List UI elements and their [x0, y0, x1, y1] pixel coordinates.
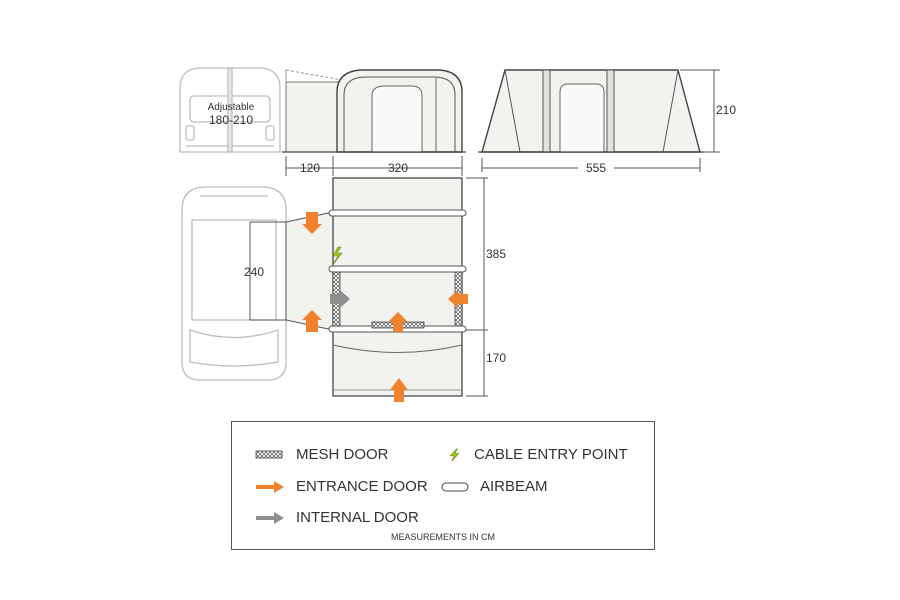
grey-arrow-icon [254, 511, 288, 525]
legend-internal-door-label: INTERNAL DOOR [296, 509, 419, 526]
connector-width-plan-dimension: 240 [243, 265, 265, 279]
legend-mesh-door-label: MESH DOOR [296, 446, 389, 463]
adjustable-height-range: 180-210 [208, 113, 254, 127]
connector-tunnel [286, 70, 342, 152]
plan-dimension-lines [466, 178, 488, 396]
measurements-note: MEASUREMENTS IN CM [390, 532, 495, 542]
legend-box [231, 421, 655, 550]
legend-airbeam [440, 478, 548, 495]
orange-arrow-icon [254, 480, 288, 494]
van-top-outline [182, 187, 286, 380]
adjustable-label: Adjustable [207, 102, 255, 113]
tent-width-dimension: 320 [387, 161, 409, 175]
legend-airbeam-label: AIRBEAM [480, 478, 548, 495]
legend-mesh-door [254, 446, 389, 463]
front-view [478, 70, 736, 175]
airbeam-icon [440, 480, 472, 494]
connector-width-dimension: 120 [299, 161, 321, 175]
legend-internal-door [254, 509, 419, 526]
height-dimension: 210 [716, 103, 737, 117]
main-depth-dimension: 385 [486, 247, 507, 261]
canopy-depth-dimension: 170 [486, 351, 507, 365]
legend-entrance-door-label: ENTRANCE DOOR [296, 478, 428, 495]
lightning-bolt-icon [444, 448, 466, 462]
legend-entrance-door [254, 478, 428, 495]
plan-view [182, 178, 506, 402]
tent-side-body [337, 70, 462, 152]
legend-cable-entry [444, 446, 628, 463]
legend-cable-entry-label: CABLE ENTRY POINT [474, 446, 628, 463]
mesh-door-icon [254, 448, 288, 462]
side-view [180, 68, 466, 176]
length-dimension: 555 [585, 161, 607, 175]
